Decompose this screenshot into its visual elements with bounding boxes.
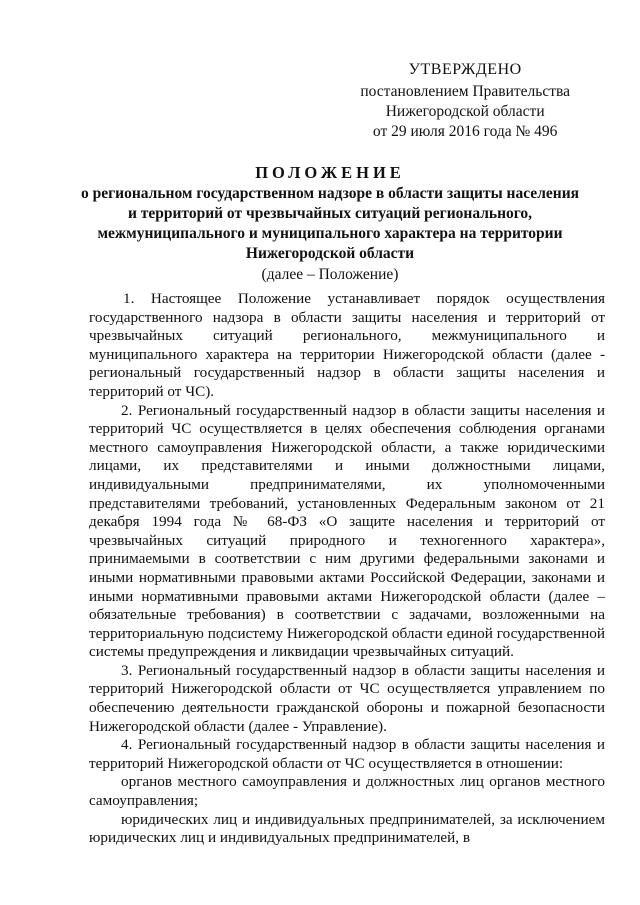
document-subtitle: о региональном государственном надзоре в области защиты населения и территорий от чрезвычайных ситуаций регионального, межмуниципального и муниципального характера на территории Нижегородской области	[80, 185, 580, 262]
paragraph-3: 3. Региональный государственный надзор в области защиты населения и территорий Нижегородской области от ЧС осуществляется управлением по обеспечению деятельности гражданской обороны и пожарной безопасности Нижегородской области (далее - Управление).	[89, 661, 605, 735]
approval-heading: УТВЕРЖДЕНО	[408, 61, 522, 78]
document-title-block	[80, 162, 580, 286]
document-title: ПОЛОЖЕНИЕ	[255, 163, 405, 182]
paragraph-2: 2. Региональный государственный надзор в области защиты населения и территорий ЧС осуществляется в целях обеспечения соблюдения органами местного самоуправления Нижегородской области, а также юридическими лицами, их представителями и иными должностными лицами, индивидуальными предпринимателями, их уполномоченными представителями требований, установленных Федеральным законом от 21 декабря 1994 года № 68-ФЗ «О защите населения и территорий от чрезвычайных ситуаций природного и техногенного характера», принимаемыми в соответствии с ним другими федеральными законами и иными нормативными правовыми актами Российской Федерации, законами и иными нормативными правовыми актами Нижегородской области (далее – обязательные требования) в соответствии с задачами, возложенными на территориальную подсистему Нижегородской области единой государственной системы предупреждения и ликвидации чрезвычайных ситуаций.	[89, 401, 605, 661]
paragraph-4: 4. Региональный государственный надзор в области защиты населения и территорий Нижегородской области от ЧС осуществляется в отношении:	[89, 736, 605, 772]
paragraph-1: 1. Настоящее Положение устанавливает порядок осуществления государственного надзора в области защиты населения и территорий от чрезвычайных ситуаций регионального, межмуниципального и муниципального характера на территории Нижегородской области (далее - региональный государственный надзор в области защиты населения и территорий от ЧС).	[89, 290, 605, 400]
approval-stamp	[360, 60, 570, 142]
paragraph-4-item-2: юридических лиц и индивидуальных предпринимателей, за исключением юридических лиц и индивидуальных предпринимателей, в	[89, 810, 605, 847]
paragraph-4-item-1: органов местного самоуправления и должностных лиц органов местного самоуправления;	[89, 773, 605, 810]
approval-line: постановлением Правительства	[360, 83, 570, 100]
approval-line: от 29 июля 2016 года № 496	[372, 123, 558, 140]
approval-line: Нижегородской области	[385, 103, 545, 120]
document-body	[89, 290, 605, 848]
document-title-note: (далее – Положение)	[261, 266, 399, 283]
